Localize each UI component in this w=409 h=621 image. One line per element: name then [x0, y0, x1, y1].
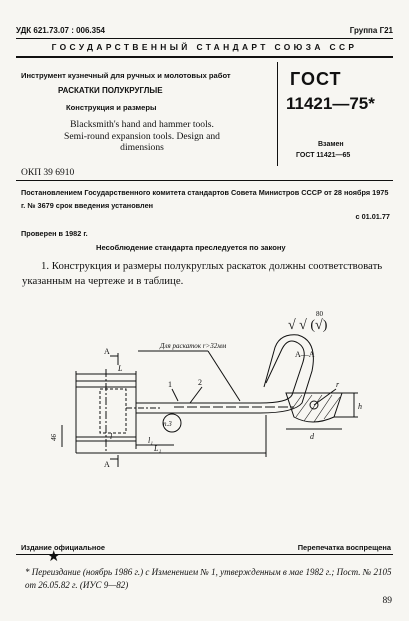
- effective-date: с 01.01.77: [355, 212, 390, 221]
- callout-1: 1: [168, 380, 172, 389]
- dim-46-label: 46: [50, 434, 58, 441]
- okp-rule: [16, 180, 393, 181]
- checked-note: Проверен в 1982 г.: [21, 229, 88, 238]
- dim-l-label: l: [110, 432, 113, 441]
- callout-2: 2: [198, 378, 202, 387]
- star-icon: ★: [47, 549, 61, 565]
- reissue-note: * Переиздание (ноябрь 1986 г.) с Изменением № 1, утвержденным в мае 1982 г.; Пост. № 2105 от 26.05.82 г. (ИУС 9—82): [25, 567, 392, 590]
- roughness-value: 80: [316, 310, 323, 318]
- callout-1-leader: [172, 389, 178, 401]
- section-profile: [286, 393, 342, 422]
- roughness-symbols: √ √ (√): [288, 318, 328, 333]
- handle-rod-upper: [174, 341, 304, 403]
- banner-rule: [16, 56, 393, 58]
- gost-number: 11421—75*: [286, 94, 375, 113]
- footer-rule: [16, 554, 393, 555]
- group-code: Группа Г21: [349, 26, 393, 35]
- top-rule: [16, 38, 393, 39]
- gost-label: ГОСТ: [290, 69, 342, 89]
- dim-L1-label: L₁: [154, 444, 162, 453]
- dim-d-label: d: [310, 432, 314, 441]
- clause-1: 1. Конструкция и размеры полукруглых раскаток должны соответствовать указанным на чертеже и в таблице.: [22, 260, 383, 287]
- note-text: Для раскаток r>32мм: [160, 342, 227, 350]
- dim-r-leader: [314, 389, 336, 405]
- reprint-prohibited: Перепечатка воспрещена: [297, 543, 391, 552]
- callout-p3: п.3: [163, 420, 172, 428]
- note-leader-tip: [208, 351, 240, 401]
- dim-h-label: h: [358, 402, 362, 411]
- cut-label-bottom: А: [104, 460, 110, 469]
- dim-l1-label: l₁: [148, 436, 154, 445]
- okp-code: ОКП 39 6910: [21, 168, 75, 178]
- cut-label-top: А: [104, 347, 110, 356]
- udc-code: УДК 621.73.07 : 006.354: [16, 26, 105, 35]
- decree-text: Постановлением Государственного комитета стандартов Совета Министров СССР от 28 ноября 1975 г. № 3679 срок введения установлен: [21, 188, 389, 210]
- standard-scope: Инструмент кузнечный для ручных и молотовых работ: [21, 71, 231, 80]
- english-title: Blacksmith's hand and hammer tools. Semi-round expansion tools. Design and dimensions: [64, 119, 220, 153]
- state-standard-banner: ГОСУДАРСТВЕННЫЙ СТАНДАРТ СОЮЗА ССР: [51, 42, 358, 52]
- penalty-note: Несоблюдение стандарта преследуется по закону: [96, 243, 286, 252]
- dim-L-label: L: [118, 364, 123, 373]
- replaced-standard: ГОСТ 11421—65: [296, 152, 351, 159]
- technical-drawing: [40, 303, 380, 481]
- standard-subtitle: Конструкция и размеры: [66, 103, 157, 112]
- official-edition: Издание официальное: [21, 543, 106, 552]
- page-number: 89: [382, 596, 392, 606]
- dim-r-label: r: [336, 380, 340, 389]
- section-label: А—А: [295, 350, 315, 359]
- title-block-divider: [277, 62, 278, 166]
- replaced-label: Взамен: [318, 141, 344, 148]
- callout-2-leader: [190, 387, 202, 403]
- hidden-bore: [100, 389, 126, 433]
- standard-title: РАСКАТКИ ПОЛУКРУГЛЫЕ: [58, 86, 163, 95]
